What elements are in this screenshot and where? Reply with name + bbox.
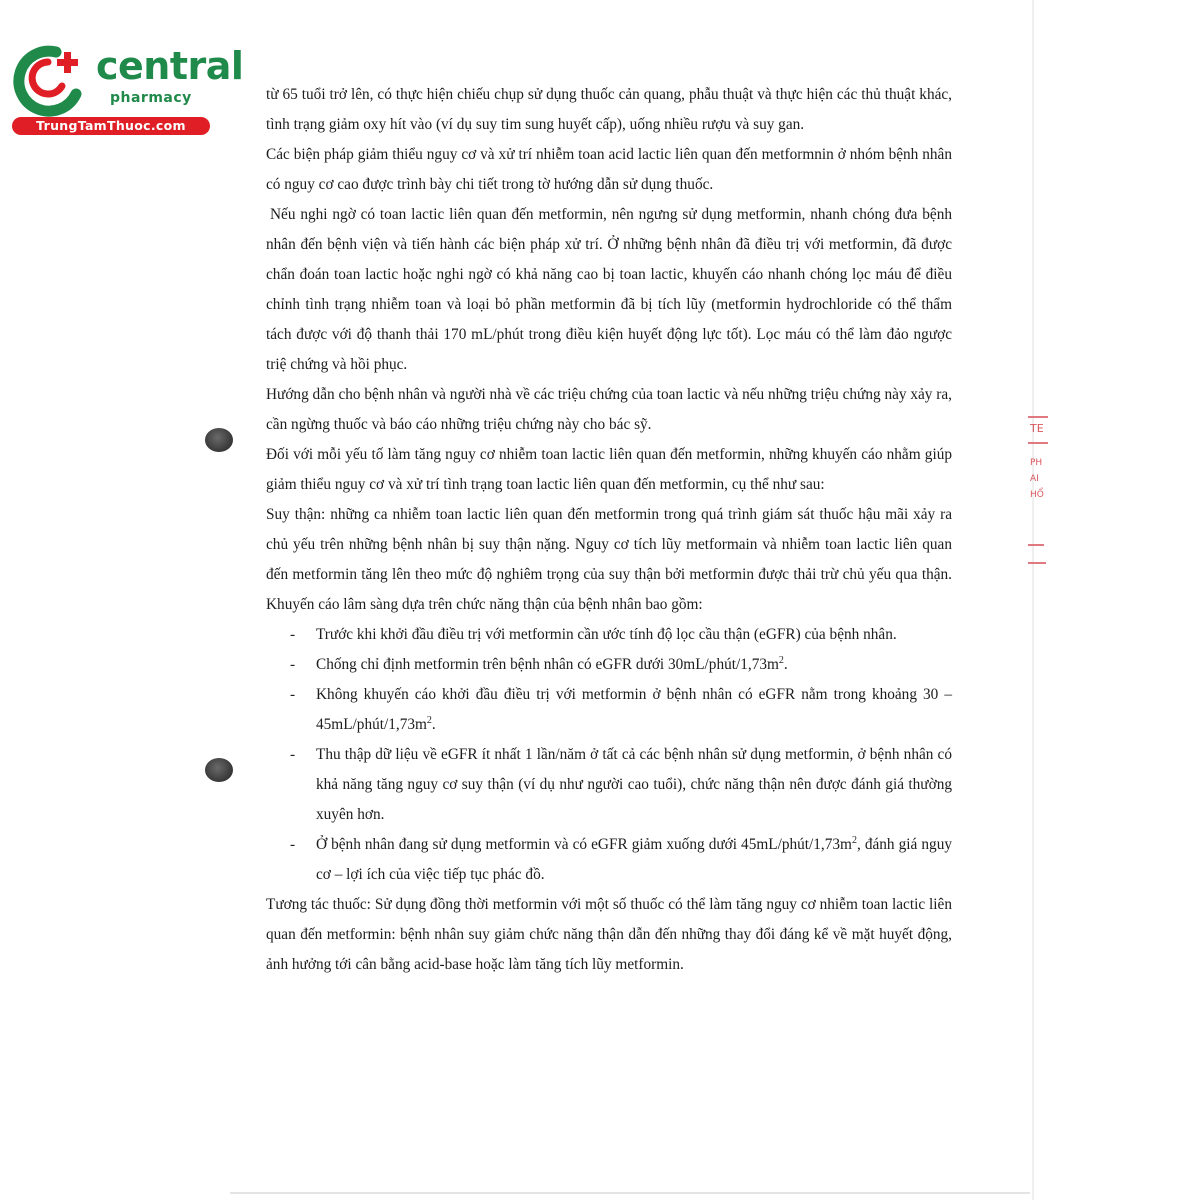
paragraph: Tương tác thuốc: Sử dụng đồng thời metformin với một số thuốc có thể làm tăng nguy cơ nhiễm toan lactic liên quan đến metformin: bệnh nhân suy giảm chức năng thận dẫn đến những thay đổi đáng kể về mặt huyết động, ảnh hưởng tới cân bằng acid-base hoặc làm tăng tích lũy metformin. (266, 896, 952, 973)
list-item (266, 740, 952, 830)
list-dash: - (290, 686, 296, 703)
list-dash: - (290, 836, 296, 853)
punch-hole (205, 428, 233, 452)
list-item (266, 620, 952, 650)
list-dash: - (290, 626, 296, 643)
list-item-text-end: . (783, 656, 788, 673)
list-item (266, 680, 952, 740)
logo-subtitle: pharmacy (110, 90, 192, 106)
paragraph: Đối với mỗi yếu tố làm tăng nguy cơ nhiễm toan lactic liên quan đến metformin, những khuyến cáo nhằm giúp giảm thiểu nguy cơ và xử trí tình trạng toan lactic liên quan đến metformin, cụ thể như sau: (266, 446, 952, 493)
list-item-text: Không khuyến cáo khởi đầu điều trị với metformin ở bệnh nhân có eGFR nằm trong khoảng 30 – 45mL/phút/1,73m (316, 686, 952, 733)
page-edge (1032, 0, 1034, 1200)
list-item-text: Ở bệnh nhân đang sử dụng metformin và có eGFR giảm xuống dưới 45mL/phút/1,73m (316, 836, 852, 853)
list-dash: - (290, 746, 296, 763)
paragraph: Nếu nghi ngờ có toan lactic liên quan đến metformin, nên ngưng sử dụng metformin, nhanh chóng đưa bệnh nhân đến bệnh viện và tiến hành các biện pháp xử trí. Ở những bệnh nhân đã điều trị với metformin, đã được chẩn đoán toan lactic hoặc nghi ngờ có khả năng cao bị toan lactic, khuyến cáo nhanh chóng lọc máu để điều chỉnh tình trạng nhiễm toan và loại bỏ phần metformin đã bị tích lũy (metformin hydrochloride có thể thẩm tách được với độ thanh thải 170 mL/phút trong điều kiện huyết động lực tốt). Lọc máu có thể làm đảo ngược triệ chứng và hồi phục. (266, 206, 952, 373)
list-item-text-end: . (431, 716, 436, 733)
superscript: 2 (851, 835, 857, 846)
list-item-text: Trước khi khởi đầu điều trị với metformin cần ước tính độ lọc cầu thận (eGFR) của bệnh nhân. (316, 626, 897, 643)
list-dash: - (290, 656, 296, 673)
superscript: 2 (778, 655, 784, 666)
stamp-text: TE (1030, 422, 1044, 435)
superscript: 2 (426, 715, 432, 726)
pharmacy-logo-icon (10, 38, 90, 118)
list-item-text: Chống chỉ định metformin trên bệnh nhân có eGFR dưới 30mL/phút/1,73m (316, 656, 779, 673)
paragraph: Các biện pháp giảm thiểu nguy cơ và xử trí nhiễm toan acid lactic liên quan đến metformnin ở nhóm bệnh nhân có nguy cơ cao được trình bày chi tiết trong tờ hướng dẫn sử dụng thuốc. (266, 146, 952, 193)
list-item-text: Thu thập dữ liệu về eGFR ít nhất 1 lần/năm ở tất cả các bệnh nhân sử dụng metformin, ở bệnh nhân có khả năng tăng nguy cơ suy thận (ví dụ như người cao tuổi), chức năng thận nên được đánh giá thường xuyên hơn. (316, 746, 952, 823)
recommendation-list (266, 620, 952, 890)
stamp-text: HỔ (1030, 490, 1044, 500)
logo-site-url[interactable]: TrungTamThuoc.com (12, 117, 210, 135)
red-stamp (1022, 412, 1050, 572)
page-bottom-edge (230, 1192, 1030, 1194)
list-item (266, 830, 952, 890)
paragraph: từ 65 tuổi trở lên, có thực hiện chiếu chụp sử dụng thuốc cản quang, phẫu thuật và thực hiện các thủ thuật khác, tình trạng giảm oxy hít vào (ví dụ suy tim sung huyết cấp), uống nhiều rượu và suy gan. (266, 86, 952, 133)
logo-brand: central (96, 44, 244, 88)
central-pharmacy-logo[interactable] (10, 38, 244, 138)
punch-hole (205, 758, 233, 782)
list-item (266, 650, 952, 680)
stamp-text: AI (1030, 474, 1039, 484)
list-item-text-end: , đánh giá nguy cơ – lợi ích của việc tiếp tục phác đồ. (316, 836, 952, 883)
paragraph: Suy thận: những ca nhiễm toan lactic liên quan đến metformin trong quá trình giám sát thuốc hậu mãi xảy ra chủ yếu trên những bệnh nhân bị suy thận nặng. Nguy cơ tích lũy metformain và nhiễm toan lactic liên quan đến metformin tăng lên theo mức độ nghiêm trọng của suy thận bởi metformin được thải trừ chủ yếu qua thận. Khuyến cáo lâm sàng dựa trên chức năng thận của bệnh nhân bao gồm: (266, 506, 952, 613)
stamp-text: PH (1030, 458, 1043, 468)
document-body (266, 80, 952, 980)
paragraph: Hướng dẫn cho bệnh nhân và người nhà về các triệu chứng của toan lactic và nếu những triệu chứng này xảy ra, cần ngừng thuốc và báo cáo những triệu chứng này cho bác sỹ. (266, 386, 952, 433)
